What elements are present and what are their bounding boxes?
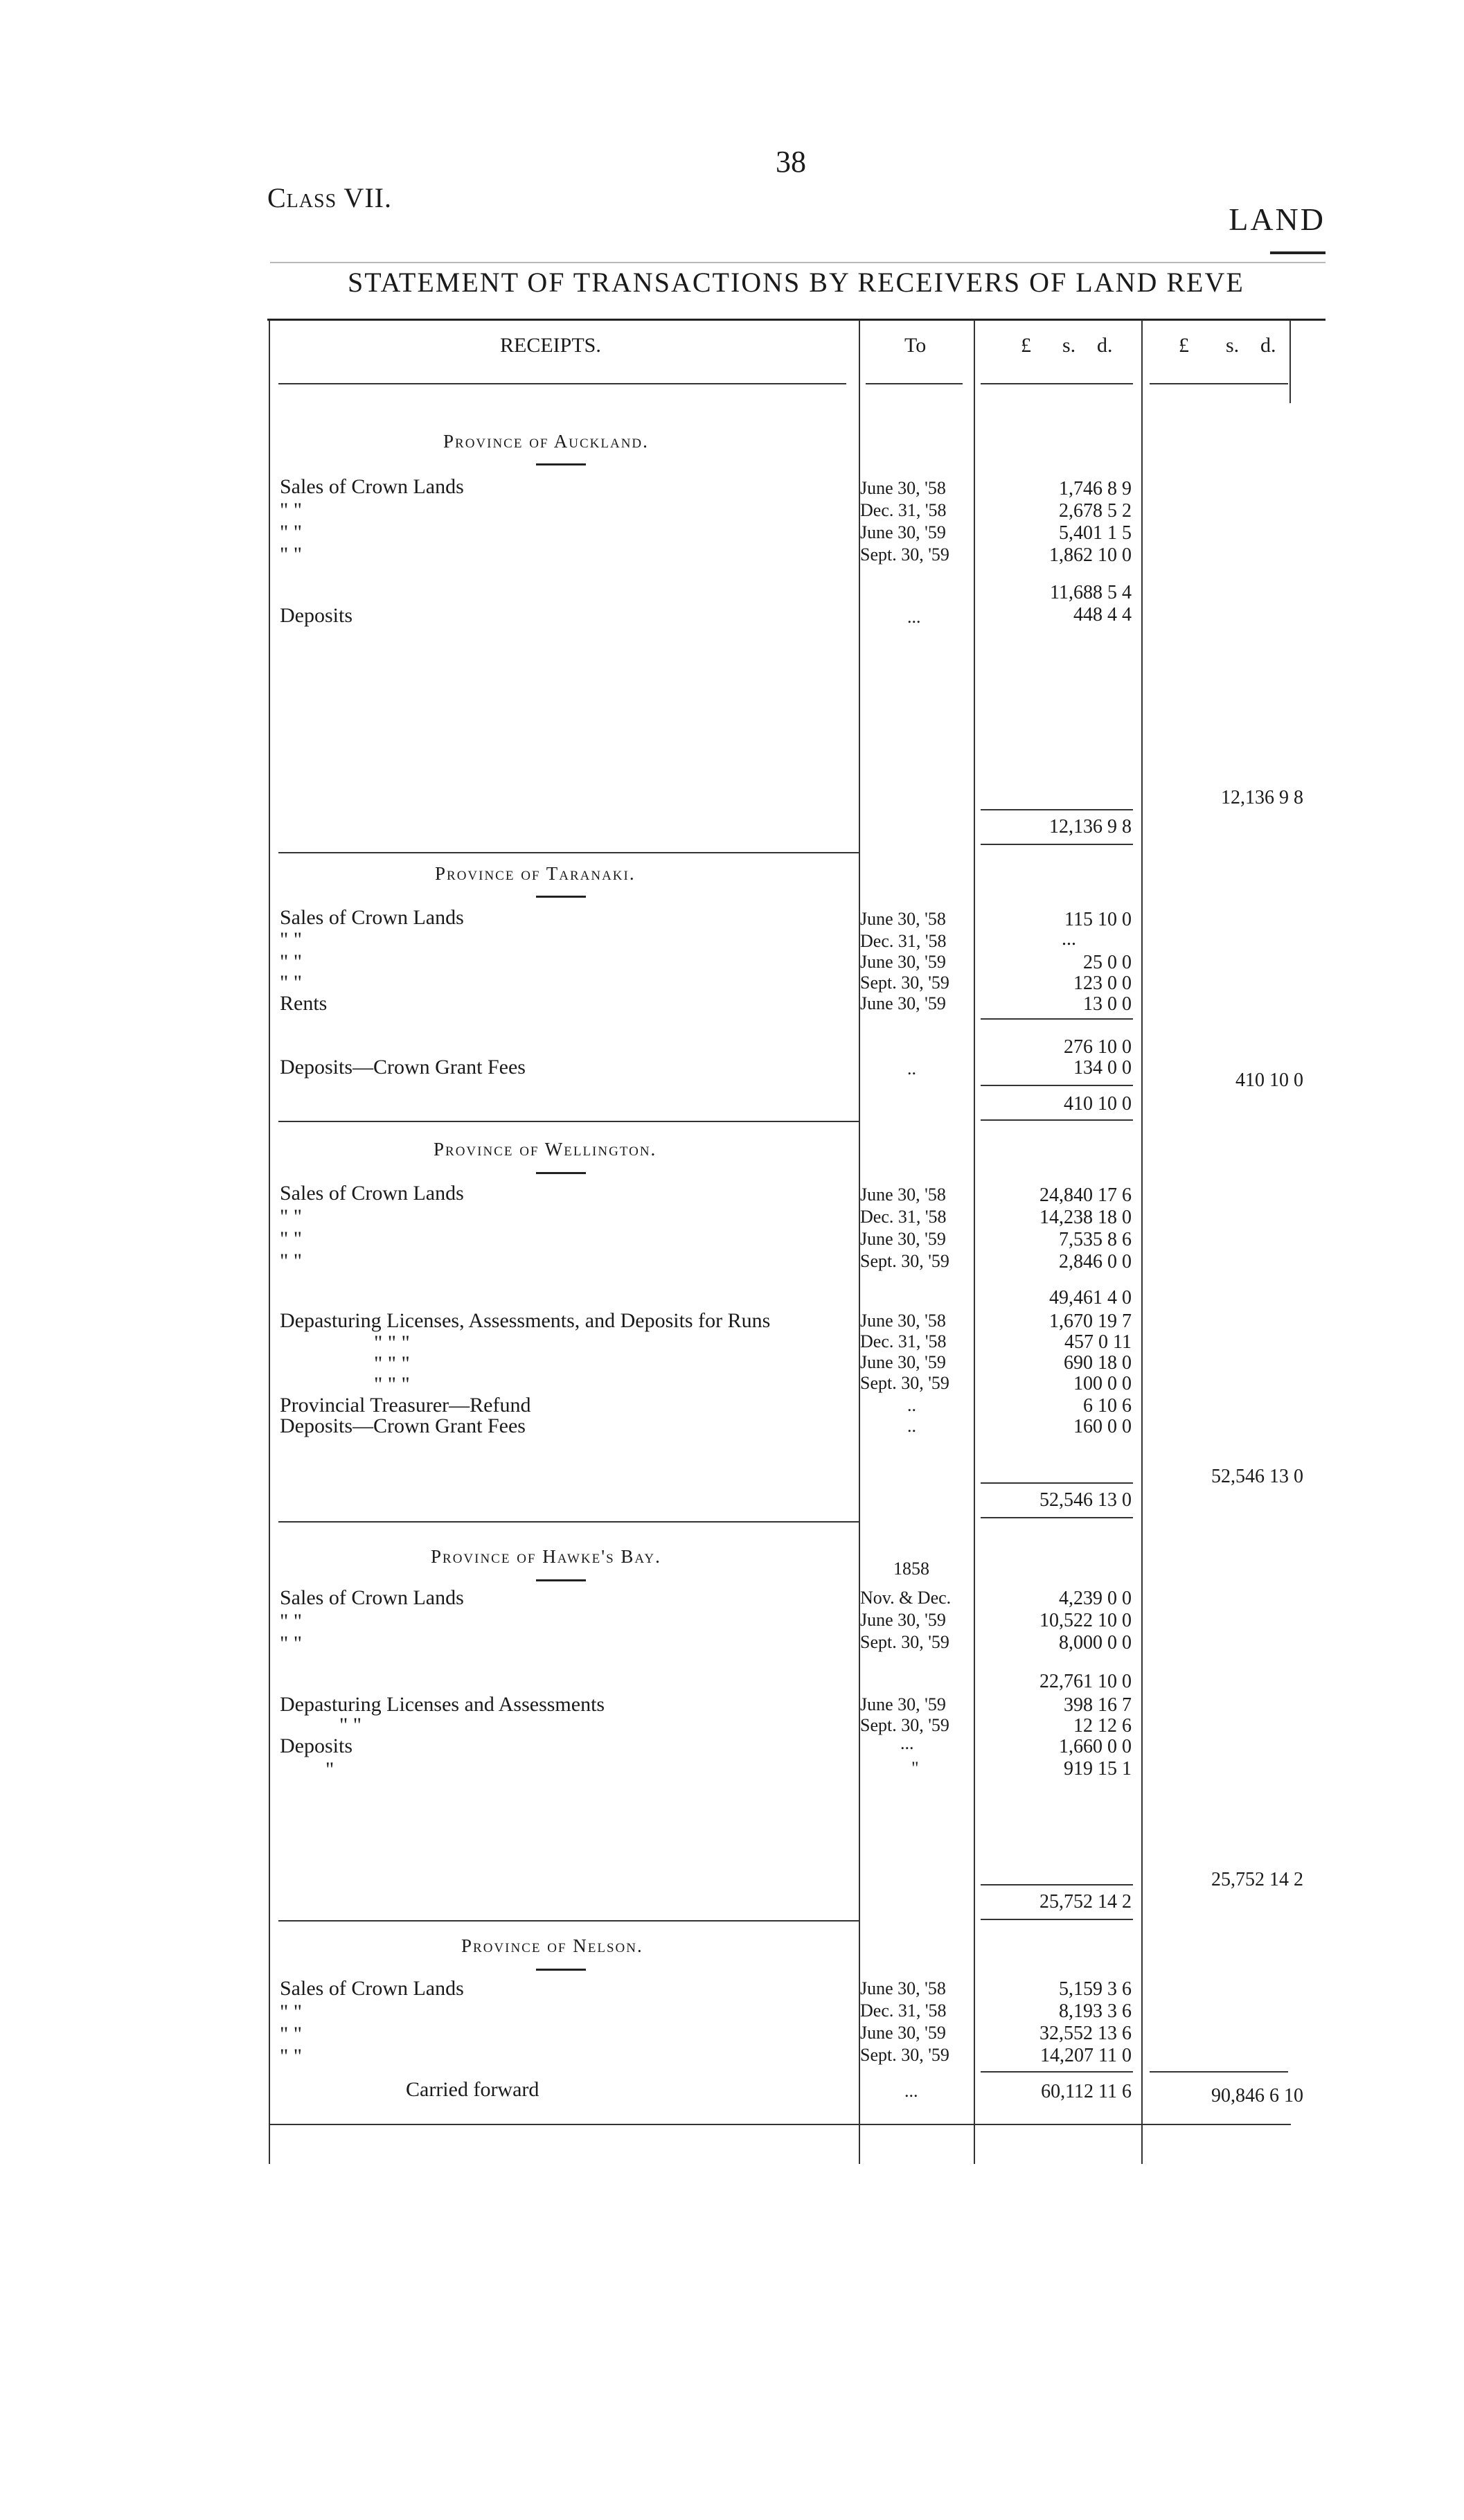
row-date: June 30, '59 [860, 522, 946, 542]
row-label: Sales of Crown Lands [280, 475, 464, 498]
row-date: Dec. 31, '58 [860, 1331, 947, 1351]
section-title-nelson: Province of Nelson. [461, 1935, 643, 1956]
auckland-deposits-label: Deposits [280, 604, 352, 627]
wellington-subtotal: 49,461 4 0 [1049, 1287, 1132, 1308]
row-label: " " [280, 521, 302, 544]
row-label: " " " [374, 1331, 410, 1354]
row-date: June 30, '58 [860, 1184, 946, 1205]
row-amount: 115 10 0 [1064, 909, 1132, 930]
row-label: Deposits [280, 1734, 352, 1757]
row-date: June 30, '58 [860, 1311, 946, 1331]
row-amount: 8,000 0 0 [1059, 1632, 1132, 1653]
row-label: " " [280, 2000, 302, 2023]
row-date: .. [907, 1395, 916, 1415]
section-divider [278, 1121, 859, 1122]
row-amount: 398 16 7 [1064, 1694, 1132, 1716]
row-amount: 14,207 11 0 [1040, 2045, 1132, 2066]
auckland-deposits-to: ... [907, 607, 921, 627]
row-date: Sept. 30, '59 [860, 1373, 949, 1393]
row-date: Sept. 30, '59 [860, 1251, 949, 1271]
row-label: " " [280, 2045, 302, 2068]
row-amount: 13 0 0 [1083, 993, 1132, 1015]
row-amount: 1,862 10 0 [1049, 544, 1132, 566]
row-amount: 10,522 10 0 [1039, 1610, 1132, 1631]
row-amount: 1,670 19 7 [1049, 1311, 1132, 1332]
row-date: Sept. 30, '59 [860, 2045, 949, 2065]
row-amount: 25 0 0 [1083, 952, 1132, 973]
header-s-2: s. [1226, 334, 1240, 357]
auckland-total: 12,136 9 8 [1049, 816, 1132, 837]
section-divider [278, 852, 859, 853]
carried-top-rule-total [1150, 2071, 1288, 2073]
row-label: " " [280, 499, 302, 522]
hawkes-total-rule-bottom [981, 1919, 1133, 1920]
section-title-rule [536, 1969, 586, 1971]
row-label: Sales of Crown Lands [280, 1977, 464, 2000]
row-label: " " [280, 1610, 302, 1633]
to-amount-separator [974, 320, 975, 2164]
carried-forward-label: Carried forward [406, 2078, 539, 2101]
row-date: .. [907, 1416, 916, 1436]
taranaki-deposits-label: Deposits—Crown Grant Fees [280, 1056, 526, 1079]
statement-title: STATEMENT OF TRANSACTIONS BY RECEIVERS OF LAND REVE [348, 267, 1244, 298]
amount-total-separator [1141, 320, 1143, 2164]
taranaki-deposits-to: .. [907, 1058, 916, 1079]
row-label: Depasturing Licenses and Assessments [280, 1693, 605, 1716]
row-amount: ... [1062, 928, 1076, 950]
row-amount: 4,239 0 0 [1059, 1588, 1132, 1609]
header-s-1: s. [1062, 334, 1076, 357]
wellington-total: 52,546 13 0 [1039, 1489, 1132, 1511]
row-date: Sept. 30, '59 [860, 1715, 949, 1735]
hawkes-total: 25,752 14 2 [1039, 1891, 1132, 1913]
row-date: June 30, '59 [860, 993, 946, 1013]
carried-top-rule [981, 2071, 1133, 2073]
hawkes-total-rule [981, 1884, 1133, 1885]
row-amount: 690 18 0 [1064, 1352, 1132, 1374]
row-label: " " [280, 971, 302, 994]
title-rule [270, 262, 1325, 263]
hawkes-grand-total: 25,752 14 2 [1211, 1869, 1303, 1890]
section-divider [278, 1521, 859, 1523]
row-amount: 2,846 0 0 [1059, 1251, 1132, 1272]
auckland-total-rule-bottom [981, 844, 1133, 845]
wellington-total-rule-bottom [981, 1517, 1133, 1518]
section-title-auckland: Province of Auckland. [443, 431, 649, 452]
header-to: To [904, 334, 927, 357]
taranaki-grand-total: 410 10 0 [1235, 1070, 1303, 1091]
row-label: Sales of Crown Lands [280, 1586, 464, 1609]
taranaki-total-rule-bottom [981, 1119, 1133, 1121]
section-title-wellington: Province of Wellington. [434, 1139, 657, 1160]
running-head: LAND [1229, 202, 1325, 237]
row-label: " " [339, 1714, 361, 1737]
taranaki-subtotal: 276 10 0 [1064, 1036, 1132, 1058]
section-divider [278, 1920, 859, 1922]
page-number: 38 [776, 145, 806, 179]
auckland-subtotal: 11,688 5 4 [1050, 582, 1132, 603]
header-rule-amt [981, 383, 1133, 384]
row-label: Provincial Treasurer—Refund [280, 1394, 531, 1417]
row-amount: 7,535 8 6 [1059, 1229, 1132, 1250]
table-bottom-rule [269, 2124, 1291, 2125]
header-pound-2: £ [1179, 334, 1189, 357]
row-date: June 30, '58 [860, 478, 946, 498]
row-date: June 30, '58 [860, 1978, 946, 1998]
row-amount: 457 0 11 [1064, 1331, 1132, 1353]
hawkes-year: 1858 [893, 1559, 929, 1579]
carried-forward-grand-total: 90,846 6 10 [1211, 2085, 1303, 2106]
row-date: Sept. 30, '59 [860, 973, 949, 993]
carried-forward-amount: 60,112 11 6 [1041, 2081, 1132, 2102]
wellington-total-rule [981, 1482, 1133, 1484]
row-date: June 30, '59 [860, 1610, 946, 1630]
row-date: June 30, '58 [860, 909, 946, 929]
row-amount: 5,401 1 5 [1059, 522, 1132, 544]
row-date: June 30, '59 [860, 1229, 946, 1249]
section-title-rule [536, 896, 586, 898]
section-title-hawkes-bay: Province of Hawke's Bay. [431, 1546, 661, 1567]
row-date: Dec. 31, '58 [860, 1207, 947, 1227]
row-label: " " [280, 1250, 302, 1272]
row-amount: 160 0 0 [1073, 1416, 1132, 1437]
row-amount: 5,159 3 6 [1059, 1978, 1132, 2000]
row-label: " " " [374, 1352, 410, 1375]
row-amount: 12 12 6 [1073, 1715, 1132, 1737]
taranaki-total: 410 10 0 [1064, 1093, 1132, 1115]
row-label: " " " [374, 1373, 410, 1396]
row-label: Deposits—Crown Grant Fees [280, 1414, 526, 1437]
section-title-rule [536, 463, 586, 465]
section-title-taranaki: Province of Taranaki. [435, 863, 636, 884]
row-label: " " [280, 928, 302, 951]
row-amount: 14,238 18 0 [1039, 1207, 1132, 1228]
row-date: Sept. 30, '59 [860, 1632, 949, 1652]
row-label: Sales of Crown Lands [280, 1182, 464, 1205]
row-amount: 6 10 6 [1083, 1395, 1132, 1417]
row-label: " " [280, 1227, 302, 1250]
row-date: ... [900, 1733, 914, 1753]
auckland-total-rule [981, 809, 1133, 810]
header-rule-tot [1150, 383, 1288, 384]
taranaki-subtotal-rule [981, 1018, 1133, 1020]
taranaki-deposits-amount: 134 0 0 [1073, 1057, 1132, 1079]
row-label: " [325, 1758, 334, 1781]
running-head-rule [1270, 251, 1325, 254]
header-rule-to [866, 383, 963, 384]
right-border [1289, 320, 1291, 403]
auckland-deposits-amount: 448 4 4 [1073, 604, 1132, 625]
row-label: " " [280, 950, 302, 973]
row-amount: 919 15 1 [1064, 1758, 1132, 1780]
row-date: Dec. 31, '58 [860, 931, 947, 951]
row-date: June 30, '59 [860, 1352, 946, 1372]
row-amount: 100 0 0 [1073, 1373, 1132, 1394]
section-title-rule [536, 1172, 586, 1174]
row-amount: 1,660 0 0 [1059, 1736, 1132, 1757]
hawkes-subtotal: 22,761 10 0 [1039, 1671, 1132, 1692]
row-amount: 123 0 0 [1073, 973, 1132, 994]
row-date: " [911, 1758, 919, 1778]
row-amount: 8,193 3 6 [1059, 2000, 1132, 2022]
section-title-rule [536, 1579, 586, 1581]
row-date: Nov. & Dec. [860, 1588, 952, 1608]
table-top-rule [267, 319, 1325, 321]
row-date: June 30, '59 [860, 2023, 946, 2043]
row-date: Sept. 30, '59 [860, 544, 949, 565]
row-label: " " [280, 1632, 302, 1655]
row-label: Rents [280, 992, 328, 1015]
header-receipts: RECEIPTS. [500, 334, 601, 357]
carried-forward-to: ... [904, 2081, 918, 2101]
row-label: Sales of Crown Lands [280, 906, 464, 929]
row-label: " " [280, 543, 302, 566]
header-rule [278, 383, 846, 384]
row-amount: 24,840 17 6 [1039, 1184, 1132, 1206]
taranaki-total-rule [981, 1085, 1133, 1086]
wellington-grand-total: 52,546 13 0 [1211, 1466, 1303, 1487]
row-date: Dec. 31, '58 [860, 2000, 947, 2021]
row-amount: 1,746 8 9 [1059, 478, 1132, 499]
row-label: Depasturing Licenses, Assessments, and Deposits for Runs [280, 1309, 771, 1332]
row-label: " " [280, 2023, 302, 2046]
auckland-grand-total: 12,136 9 8 [1221, 787, 1303, 808]
left-border [269, 320, 270, 2164]
row-date: Dec. 31, '58 [860, 500, 947, 520]
header-pound-1: £ [1021, 334, 1031, 357]
row-amount: 32,552 13 6 [1039, 2023, 1132, 2044]
row-label: " " [280, 1205, 302, 1228]
row-date: June 30, '59 [860, 952, 946, 972]
header-d-1: d. [1097, 334, 1113, 357]
class-label: Class VII. [267, 182, 392, 213]
row-amount: 2,678 5 2 [1059, 500, 1132, 522]
header-d-2: d. [1260, 334, 1276, 357]
row-date: June 30, '59 [860, 1694, 946, 1714]
